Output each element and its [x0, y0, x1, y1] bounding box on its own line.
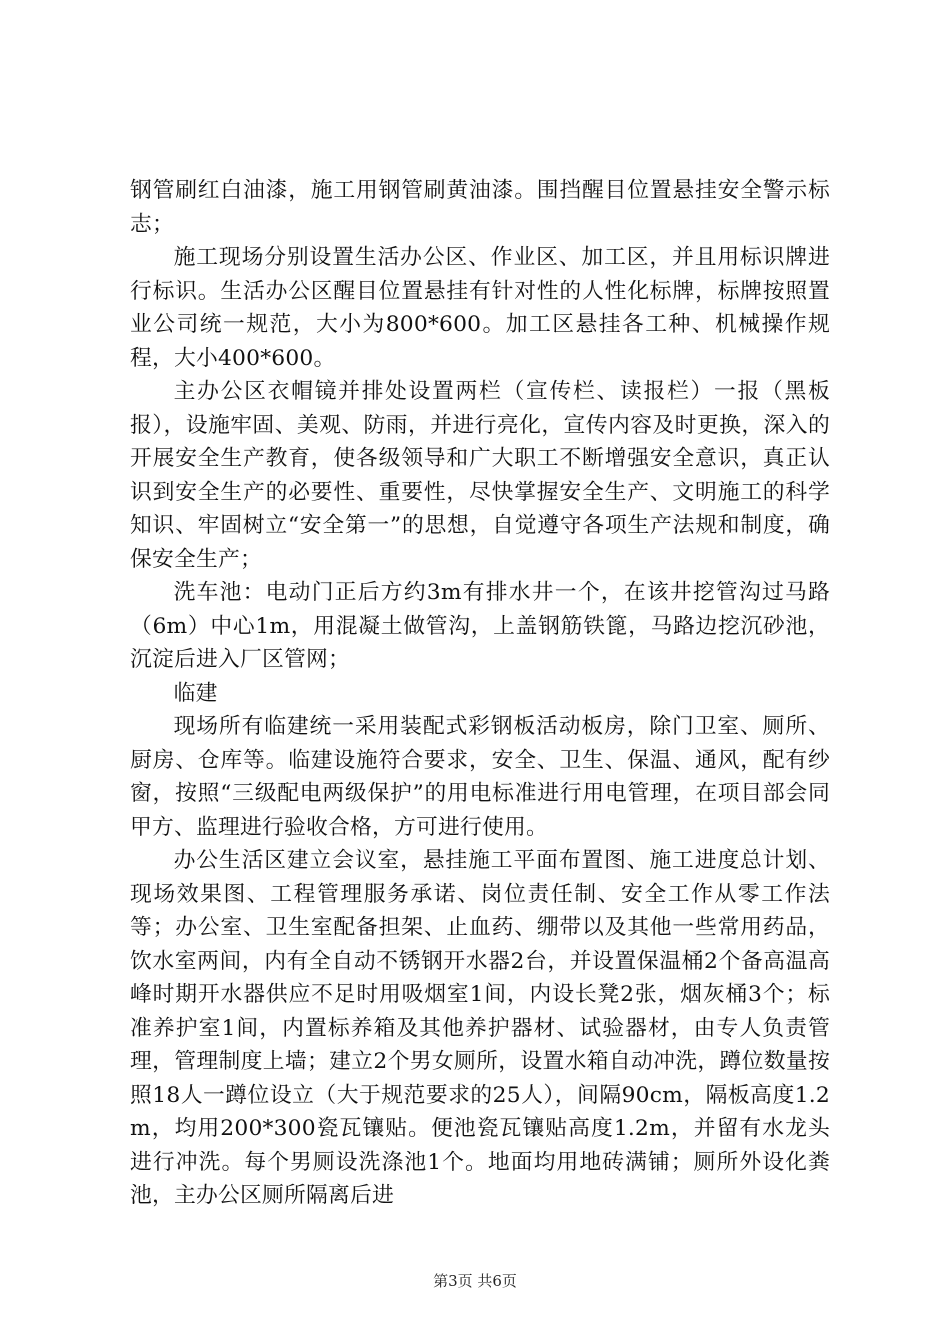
body-text — [130, 174, 830, 1213]
paragraph-office-facilities: 办公生活区建立会议室，悬挂施工平面布置图、施工进度总计划、现场效果图、工程管理服务承诺、岗位责任制、安全工作从零工作法等；办公室、卫生室配备担架、止血药、绷带以及其他一些常用药品，饮水室两间，内有全自动不锈钢开水器2台，并设置保温桶2个备高温高峰时期开水器供应不足时用吸烟室1间，内设长凳2张，烟灰桶3个；标准养护室1间，内置标养箱及其他养护器材、试验器材，由专人负责管理，管理制度上墙；建立2个男女厕所，设置水箱自动冲洗，蹲位数量按照18人一蹲位设立（大于规范要求的25人），间隔90cm，隔板高度1.2m，均用200*300瓷瓦镶贴。便池瓷瓦镶贴高度1.2m，并留有水龙头进行冲洗。每个男厕设洗涤池1个。地面均用地砖满铺；厕所外设化粪池，主办公区厕所隔离后进 — [130, 848, 830, 1208]
paragraph-temporary-buildings: 现场所有临建统一采用装配式彩钢板活动板房，除门卫室、厕所、厨房、仓库等。临建设施符合要求，安全、卫生、保温、通风，配有纱窗，按照“三级配电两级保护”的用电标准进行用电管理，在项目部会同甲方、监理进行验收合格，方可进行使用。 — [130, 714, 830, 840]
paragraph-bulletin-boards: 主办公区衣帽镜并排处设置两栏（宣传栏、读报栏）一报（黑板报），设施牢固、美观、防雨，并进行亮化，宣传内容及时更换，深入的开展安全生产教育，使各级领导和广大职工不断增强安全意识，真正认识到安全生产的必要性、重要性，尽快掌握安全生产、文明施工的科学知识、牢固树立“安全第一”的思想，自觉遵守各项生产法规和制度，确保安全生产； — [130, 379, 830, 572]
paragraph-car-wash: 洗车池：电动门正后方约3m有排水井一个，在该井挖管沟过马路（6m）中心1m，用混凝土做管沟，上盖钢筋铁篦，马路边挖沉砂池，沉淀后进入厂区管网； — [130, 580, 830, 672]
section-heading-temporary-buildings: 临建 — [173, 680, 218, 706]
page-number-footer: 第3页 共6页 — [433, 1272, 517, 1290]
paragraph-continuation: 钢管刷红白油漆，施工用钢管刷黄油漆。围挡醒目位置悬挂安全警示标志； — [130, 178, 830, 237]
paragraph-zones: 施工现场分别设置生活办公区、作业区、加工区，并且用标识牌进行标识。生活办公区醒目位置悬挂有针对性的人性化标牌，标牌按照置业公司统一规范，大小为800*600。加工区悬挂各工种、机械操作规程，大小400*600。 — [130, 245, 830, 371]
